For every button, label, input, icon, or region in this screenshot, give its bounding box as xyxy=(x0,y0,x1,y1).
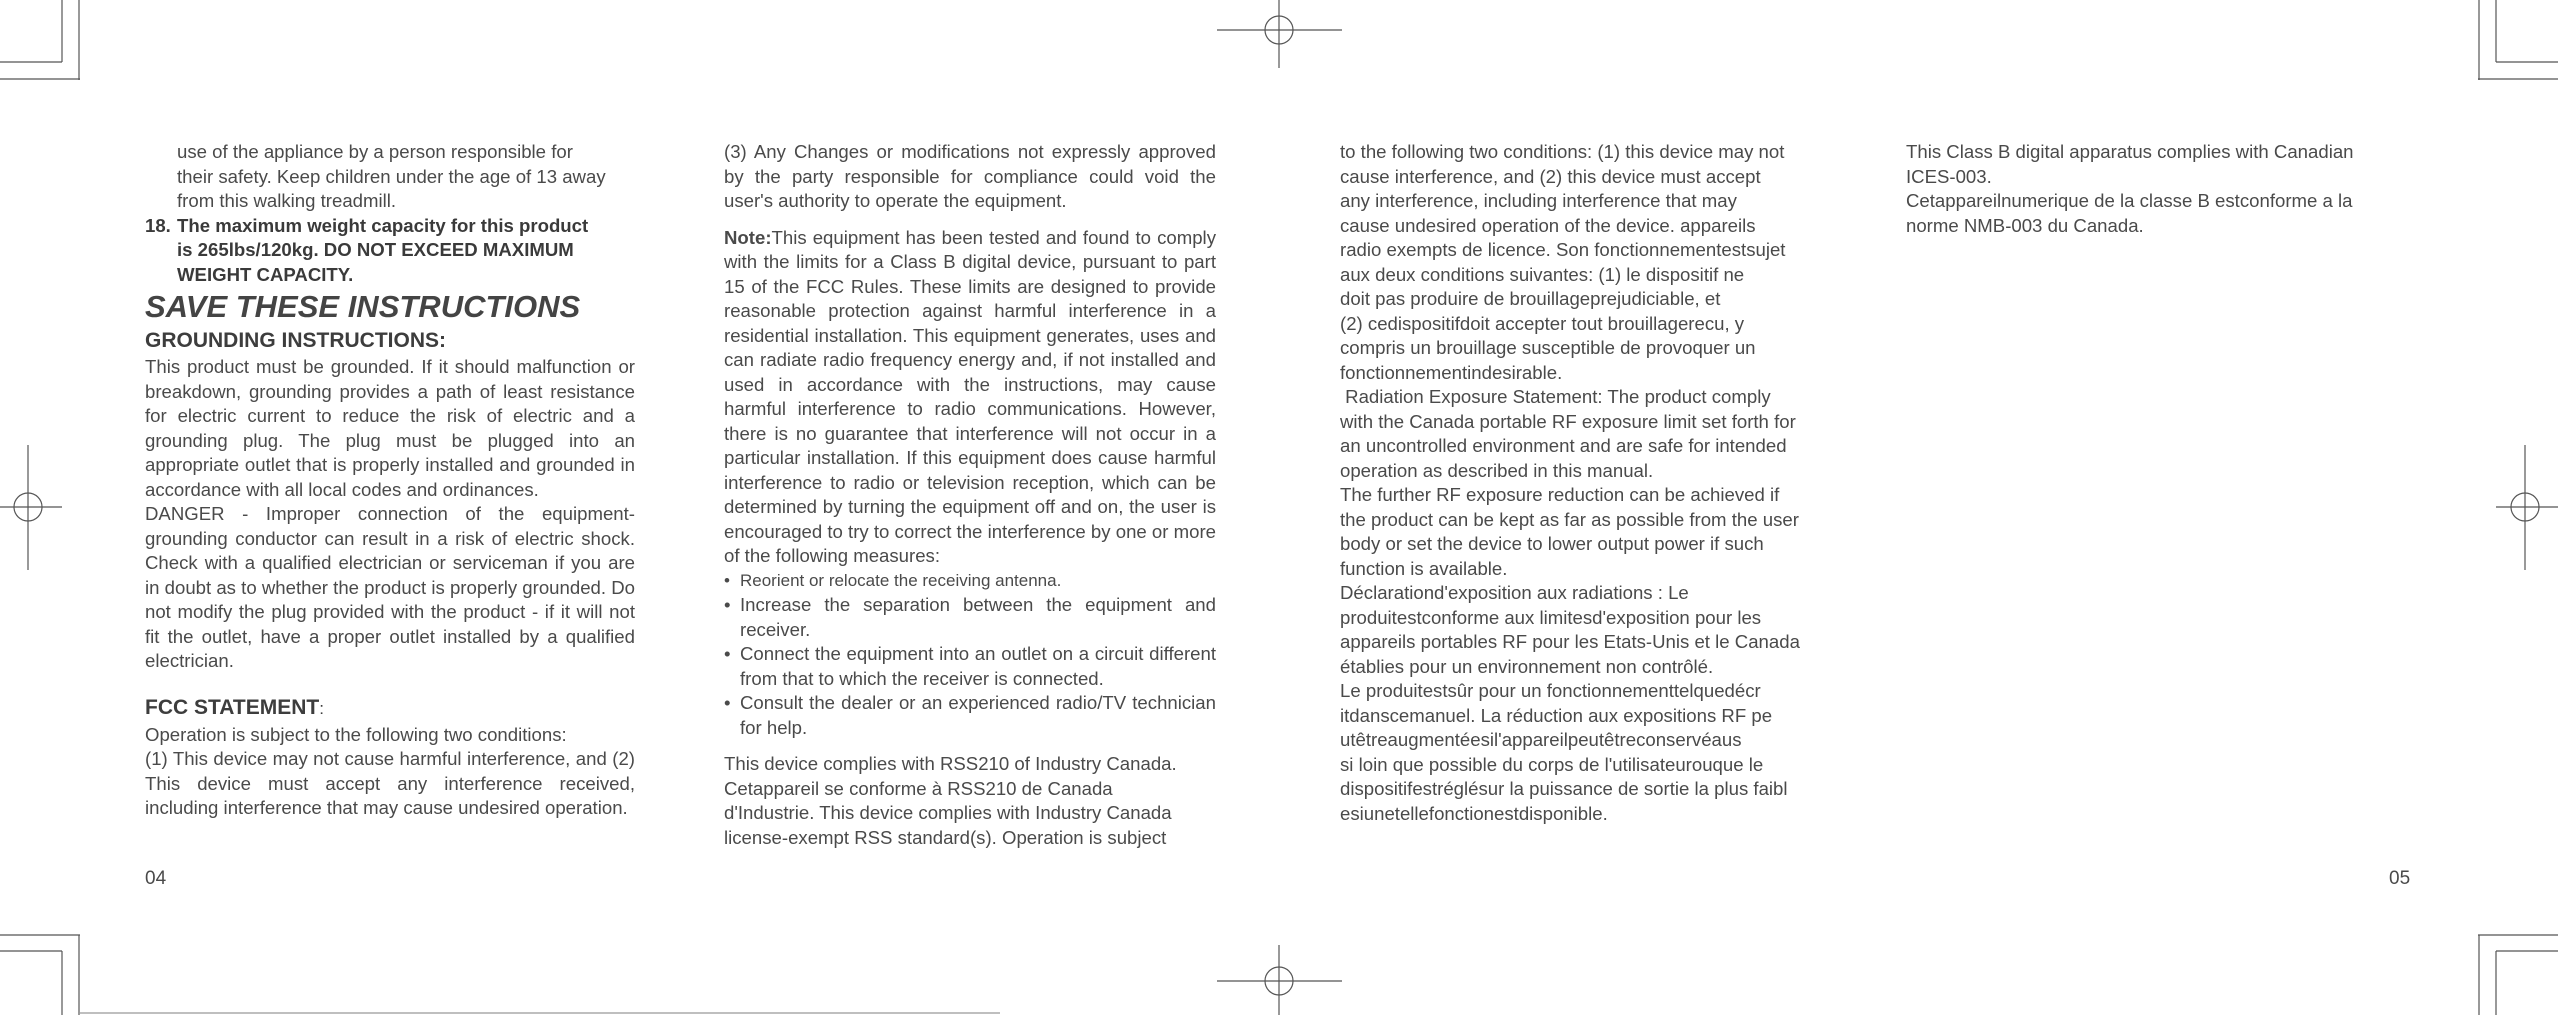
text-line: Radiation Exposure Statement: The product comply xyxy=(1340,386,1771,407)
text-line: Le produitestsûr pour un fonctionnementtelquedécr xyxy=(1340,680,1761,701)
page-number-left: 04 xyxy=(145,868,167,889)
text-line: appareils portables RF pour les Etats-Unis et le Canada xyxy=(1340,631,1800,652)
fcc-heading: FCC STATEMENT xyxy=(145,695,320,719)
note-label: Note: xyxy=(724,226,772,248)
column-3 xyxy=(1340,140,1835,826)
save-instructions-heading: SAVE THESE INSTRUCTIONS xyxy=(145,289,581,324)
text-line: Déclarationd'exposition aux radiations : Le xyxy=(1340,582,1689,603)
item-18 xyxy=(145,214,635,288)
text-line: aux deux conditions suivantes: (1) le dispositif ne xyxy=(1340,263,1745,285)
measure-item: • Reorient or relocate the receiving antenna. xyxy=(724,570,1062,590)
text-line: cause undesired operation of the device. appareils xyxy=(1340,214,1756,236)
text-line: si loin que possible du corps de l'utilisateurouque le xyxy=(1340,753,1764,775)
text-line: an uncontrolled environment and are safe for intended xyxy=(1340,435,1787,456)
text-line: any interference, including interference that may xyxy=(1340,190,1737,211)
text-line: to the following two conditions: (1) this device may not xyxy=(1340,141,1785,162)
text-line: cause interference, and (2) this device must accept xyxy=(1340,165,1761,187)
text-line: établies pour un environnement non contrôlé. xyxy=(1340,655,1714,677)
text-line: compris un brouillage susceptible de provoquer un xyxy=(1340,337,1756,358)
text-line: ICES-003. xyxy=(1906,165,1992,187)
rss-line: d'Industrie. This device complies with Industry Canada xyxy=(724,802,1172,823)
text-line: esiunetellefonctionestdisponible. xyxy=(1340,802,1608,824)
changes-text: (3) Any Changes or modifications not expressly approved by the party responsible for compliance could void the user's authority to operate the equipment. xyxy=(724,141,1216,211)
note-text: This equipment has been tested and found to comply with the limits for a Class B digital device, pursuant to part 15 of the FCC Rules. These limits are designed to provide reasonable protection against harmful interference in a residential installation. This equipment generates, uses and can radiate radio frequency energy and, if not installed and used in accordance with the instructions, may cause harmful interference to radio communications. However, there is no guarantee that interference will not occur in a particular installation. If this equipment does cause harmful interference to radio or television reception, which can be determined by turning the equipment off and on, the user is encouraged to try to correct the interference by one or more of the following measures: xyxy=(724,226,1216,566)
intro-line: from this walking treadmill. xyxy=(177,190,397,211)
page-number-right: 05 xyxy=(2389,868,2411,889)
measure-item: • Increase the separation between the equipment and receiver. xyxy=(724,594,1216,640)
fcc-conditions: (1) This device may not cause harmful interference, and (2) This device must accept any interference received, including interference that may cause undesired operation. xyxy=(145,748,635,818)
text-line: the product can be kept as far as possible from the user xyxy=(1340,508,1799,530)
text-line: fonctionnementindesirable. xyxy=(1340,361,1563,383)
rss-line: license-exempt RSS standard(s). Operation is subject xyxy=(724,826,1167,848)
text-line: with the Canada portable RF exposure limit set forth for xyxy=(1340,410,1796,432)
text-line: produitestconforme aux limitesd'exposition pour les xyxy=(1340,606,1762,628)
text-line: body or set the device to lower output power if such xyxy=(1340,533,1764,554)
grounding-text: This product must be grounded. If it should malfunction or breakdown, grounding provides a path of least resistance for electric current to reduce the risk of electric and a grounding plug. The plug must be plugged into an appropriate outlet that is properly installed and grounded in accordance with all local codes and ordinances. xyxy=(145,356,635,500)
column-1 xyxy=(145,140,635,821)
fcc-intro: Operation is subject to the following two conditions: xyxy=(145,723,567,745)
danger-text: DANGER - Improper connection of the equipment-grounding conductor can result in a risk of electric shock. Check with a qualified electrician or serviceman if you are in doubt as to whether the product is properly grounded. Do not modify the plug provided with the product - if it will not fit the outlet, have a proper outlet installed by a qualified electrician. xyxy=(145,503,635,671)
text-line: doit pas produire de brouillageprejudiciable, et xyxy=(1340,288,1721,309)
rss-line: Cetappareil se conforme à RSS210 de Canada xyxy=(724,777,1113,799)
text-line: radio exempts de licence. Son fonctionnementestsujet xyxy=(1340,239,1786,260)
measure-item: • Consult the dealer or an experienced radio/TV technician for help. xyxy=(724,692,1216,738)
text-line: This Class B digital apparatus complies with Canadian xyxy=(1906,141,2354,162)
column-4 xyxy=(1906,140,2401,238)
text-line: norme NMB-003 du Canada. xyxy=(1906,214,2144,236)
text-line: (2) cedispositifdoit accepter tout brouillagerecu, y xyxy=(1340,312,1745,334)
text-line: itdanscemanuel. La réduction aux expositions RF pe xyxy=(1340,704,1773,726)
item-18-line: WEIGHT CAPACITY. xyxy=(177,263,354,285)
fcc-colon: : xyxy=(319,698,324,718)
rss-line: This device complies with RSS210 of Industry Canada. xyxy=(724,753,1177,774)
text-line: Cetappareilnumerique de la classe B estconforme a la xyxy=(1906,190,2353,211)
item-18-number: 18. xyxy=(145,214,171,236)
measure-item: • Connect the equipment into an outlet on a circuit different from that to which the receiver is connected. xyxy=(724,643,1216,689)
text-line: dispositifestréglésur la puissance de sortie la plus faibl xyxy=(1340,778,1788,799)
text-line: The further RF exposure reduction can be achieved if xyxy=(1340,484,1780,505)
text-line: function is available. xyxy=(1340,557,1508,579)
intro-line: use of the appliance by a person responsible for xyxy=(177,141,573,162)
item-18-line: is 265lbs/120kg. DO NOT EXCEED MAXIMUM xyxy=(177,239,574,260)
intro-line: their safety. Keep children under the age of 13 away xyxy=(177,165,606,187)
text-line: utêtreaugmentéesil'appareilpeutêtreconservéaus xyxy=(1340,729,1742,750)
text-line: operation as described in this manual. xyxy=(1340,459,1654,481)
fcc-heading-line xyxy=(145,694,635,723)
note-paragraph xyxy=(724,226,1216,569)
column-2 xyxy=(724,140,1216,850)
grounding-heading: GROUNDING INSTRUCTIONS: xyxy=(145,329,446,352)
item-18-line: The maximum weight capacity for this product xyxy=(177,214,589,236)
